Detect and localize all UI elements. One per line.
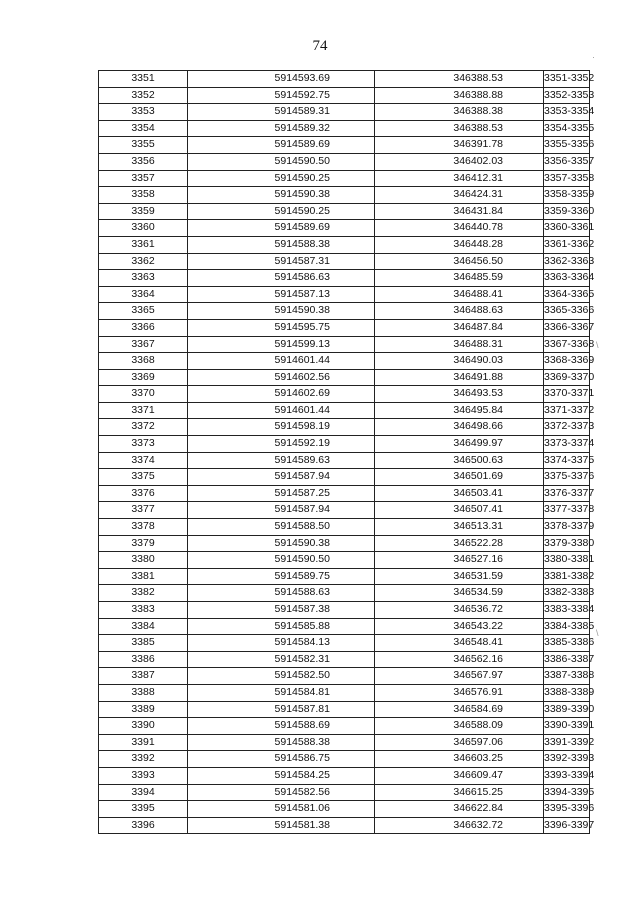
x-coordinate-cell: 5914598.19 bbox=[188, 419, 375, 436]
scan-mark: · bbox=[592, 52, 595, 62]
table-row bbox=[99, 369, 590, 386]
x-coordinate-cell: 5914587.31 bbox=[188, 253, 375, 270]
y-coordinate-cell: 346500.63 bbox=[375, 452, 544, 469]
point-number-cell: 3390 bbox=[99, 718, 188, 735]
table-row bbox=[99, 104, 590, 121]
coordinates-table-body bbox=[99, 71, 595, 834]
point-number-cell: 3392 bbox=[99, 751, 188, 768]
table-row bbox=[99, 651, 590, 668]
table-row bbox=[99, 502, 590, 519]
y-coordinate-cell: 346388.53 bbox=[375, 71, 544, 88]
point-number-cell: 3377 bbox=[99, 502, 188, 519]
table-row bbox=[99, 203, 590, 220]
table-row bbox=[99, 137, 590, 154]
x-coordinate-cell: 5914589.69 bbox=[188, 137, 375, 154]
table-row bbox=[99, 170, 590, 187]
y-coordinate-cell: 346490.03 bbox=[375, 353, 544, 370]
x-coordinate-cell: 5914589.31 bbox=[188, 104, 375, 121]
point-number-cell: 3372 bbox=[99, 419, 188, 436]
x-coordinate-cell: 5914587.94 bbox=[188, 502, 375, 519]
table-row bbox=[99, 801, 590, 818]
y-coordinate-cell: 346584.69 bbox=[375, 701, 544, 718]
x-coordinate-cell: 5914590.38 bbox=[188, 187, 375, 204]
x-coordinate-cell: 5914587.81 bbox=[188, 701, 375, 718]
y-coordinate-cell: 346609.47 bbox=[375, 767, 544, 784]
table-row bbox=[99, 684, 590, 701]
segment-cell: 3391-3392 bbox=[544, 734, 590, 751]
segment-cell: 3356-3357 bbox=[544, 153, 590, 170]
x-coordinate-cell: 5914592.75 bbox=[188, 87, 375, 104]
table-row bbox=[99, 568, 590, 585]
point-number-cell: 3352 bbox=[99, 87, 188, 104]
point-number-cell: 3388 bbox=[99, 684, 188, 701]
point-number-cell: 3354 bbox=[99, 120, 188, 137]
table-row bbox=[99, 220, 590, 237]
y-coordinate-cell: 346412.31 bbox=[375, 170, 544, 187]
segment-cell: 3374-3375 bbox=[544, 452, 590, 469]
y-coordinate-cell: 346536.72 bbox=[375, 602, 544, 619]
x-coordinate-cell: 5914590.25 bbox=[188, 203, 375, 220]
y-coordinate-cell: 346499.97 bbox=[375, 436, 544, 453]
y-coordinate-cell: 346503.41 bbox=[375, 485, 544, 502]
x-coordinate-cell: 5914602.69 bbox=[188, 386, 375, 403]
segment-cell: 3378-3379 bbox=[544, 519, 590, 536]
x-coordinate-cell: 5914599.13 bbox=[188, 336, 375, 353]
table-row bbox=[99, 718, 590, 735]
x-coordinate-cell: 5914587.38 bbox=[188, 602, 375, 619]
y-coordinate-cell: 346440.78 bbox=[375, 220, 544, 237]
point-number-cell: 3379 bbox=[99, 535, 188, 552]
y-coordinate-cell: 346527.16 bbox=[375, 552, 544, 569]
segment-cell: 3367-3368 bbox=[544, 336, 590, 353]
table-row bbox=[99, 120, 590, 137]
y-coordinate-cell: 346543.22 bbox=[375, 618, 544, 635]
x-coordinate-cell: 5914586.63 bbox=[188, 270, 375, 287]
segment-cell: 3372-3373 bbox=[544, 419, 590, 436]
point-number-cell: 3355 bbox=[99, 137, 188, 154]
y-coordinate-cell: 346501.69 bbox=[375, 469, 544, 486]
table-row bbox=[99, 635, 590, 652]
x-coordinate-cell: 5914584.25 bbox=[188, 767, 375, 784]
segment-cell: 3388-3389 bbox=[544, 684, 590, 701]
x-coordinate-cell: 5914588.50 bbox=[188, 519, 375, 536]
y-coordinate-cell: 346513.31 bbox=[375, 519, 544, 536]
segment-cell: 3368-3369 bbox=[544, 353, 590, 370]
point-number-cell: 3378 bbox=[99, 519, 188, 536]
y-coordinate-cell: 346576.91 bbox=[375, 684, 544, 701]
point-number-cell: 3363 bbox=[99, 270, 188, 287]
x-coordinate-cell: 5914588.38 bbox=[188, 236, 375, 253]
point-number-cell: 3351 bbox=[99, 71, 188, 88]
point-number-cell: 3368 bbox=[99, 353, 188, 370]
point-number-cell: 3360 bbox=[99, 220, 188, 237]
segment-cell: 3394-3395 bbox=[544, 784, 590, 801]
table-row bbox=[99, 419, 590, 436]
x-coordinate-cell: 5914587.94 bbox=[188, 469, 375, 486]
segment-cell: 3375-3376 bbox=[544, 469, 590, 486]
table-row bbox=[99, 187, 590, 204]
y-coordinate-cell: 346522.28 bbox=[375, 535, 544, 552]
table-row bbox=[99, 452, 590, 469]
point-number-cell: 3358 bbox=[99, 187, 188, 204]
y-coordinate-cell: 346562.16 bbox=[375, 651, 544, 668]
segment-cell: 3362-3363 bbox=[544, 253, 590, 270]
point-number-cell: 3376 bbox=[99, 485, 188, 502]
x-coordinate-cell: 5914592.19 bbox=[188, 436, 375, 453]
point-number-cell: 3389 bbox=[99, 701, 188, 718]
x-coordinate-cell: 5914582.56 bbox=[188, 784, 375, 801]
table-row bbox=[99, 519, 590, 536]
segment-cell: 3373-3374 bbox=[544, 436, 590, 453]
x-coordinate-cell: 5914590.50 bbox=[188, 552, 375, 569]
y-coordinate-cell: 346388.88 bbox=[375, 87, 544, 104]
table-row bbox=[99, 535, 590, 552]
y-coordinate-cell: 346597.06 bbox=[375, 734, 544, 751]
y-coordinate-cell: 346498.66 bbox=[375, 419, 544, 436]
y-coordinate-cell: 346632.72 bbox=[375, 817, 544, 834]
x-coordinate-cell: 5914593.69 bbox=[188, 71, 375, 88]
point-number-cell: 3383 bbox=[99, 602, 188, 619]
table-row bbox=[99, 87, 590, 104]
segment-cell: 3369-3370 bbox=[544, 369, 590, 386]
point-number-cell: 3370 bbox=[99, 386, 188, 403]
x-coordinate-cell: 5914582.31 bbox=[188, 651, 375, 668]
x-coordinate-cell: 5914587.13 bbox=[188, 286, 375, 303]
y-coordinate-cell: 346567.97 bbox=[375, 668, 544, 685]
point-number-cell: 3381 bbox=[99, 568, 188, 585]
x-coordinate-cell: 5914590.38 bbox=[188, 303, 375, 320]
x-coordinate-cell: 5914586.75 bbox=[188, 751, 375, 768]
y-coordinate-cell: 346493.53 bbox=[375, 386, 544, 403]
table-row bbox=[99, 436, 590, 453]
y-coordinate-cell: 346448.28 bbox=[375, 236, 544, 253]
point-number-cell: 3382 bbox=[99, 585, 188, 602]
table-row bbox=[99, 701, 590, 718]
segment-cell: 3385-3386 bbox=[544, 635, 590, 652]
y-coordinate-cell: 346603.25 bbox=[375, 751, 544, 768]
point-number-cell: 3366 bbox=[99, 319, 188, 336]
point-number-cell: 3394 bbox=[99, 784, 188, 801]
x-coordinate-cell: 5914582.50 bbox=[188, 668, 375, 685]
segment-cell: 3364-3365 bbox=[544, 286, 590, 303]
y-coordinate-cell: 346548.41 bbox=[375, 635, 544, 652]
point-number-cell: 3357 bbox=[99, 170, 188, 187]
segment-cell: 3389-3390 bbox=[544, 701, 590, 718]
table-row bbox=[99, 602, 590, 619]
y-coordinate-cell: 346402.03 bbox=[375, 153, 544, 170]
x-coordinate-cell: 5914601.44 bbox=[188, 353, 375, 370]
segment-cell: 3387-3388 bbox=[544, 668, 590, 685]
y-coordinate-cell: 346622.84 bbox=[375, 801, 544, 818]
x-coordinate-cell: 5914587.25 bbox=[188, 485, 375, 502]
segment-cell: 3383-3384 bbox=[544, 602, 590, 619]
scan-mark: \ bbox=[596, 340, 599, 350]
y-coordinate-cell: 346424.31 bbox=[375, 187, 544, 204]
segment-cell: 3357-3358 bbox=[544, 170, 590, 187]
segment-cell: 3392-3393 bbox=[544, 751, 590, 768]
segment-cell: 3371-3372 bbox=[544, 402, 590, 419]
point-number-cell: 3374 bbox=[99, 452, 188, 469]
y-coordinate-cell: 346456.50 bbox=[375, 253, 544, 270]
table-row bbox=[99, 734, 590, 751]
point-number-cell: 3384 bbox=[99, 618, 188, 635]
table-row bbox=[99, 303, 590, 320]
segment-cell: 3395-3396 bbox=[544, 801, 590, 818]
table-row bbox=[99, 71, 590, 88]
y-coordinate-cell: 346388.38 bbox=[375, 104, 544, 121]
point-number-cell: 3385 bbox=[99, 635, 188, 652]
x-coordinate-cell: 5914590.25 bbox=[188, 170, 375, 187]
table-row bbox=[99, 817, 590, 834]
x-coordinate-cell: 5914589.69 bbox=[188, 220, 375, 237]
table-row bbox=[99, 386, 590, 403]
segment-cell: 3390-3391 bbox=[544, 718, 590, 735]
y-coordinate-cell: 346487.84 bbox=[375, 319, 544, 336]
table-row bbox=[99, 402, 590, 419]
point-number-cell: 3364 bbox=[99, 286, 188, 303]
segment-cell: 3396-3397 bbox=[544, 817, 590, 834]
segment-cell: 3358-3359 bbox=[544, 187, 590, 204]
table-row bbox=[99, 236, 590, 253]
point-number-cell: 3369 bbox=[99, 369, 188, 386]
segment-cell: 3352-3353 bbox=[544, 87, 590, 104]
y-coordinate-cell: 346531.59 bbox=[375, 568, 544, 585]
table-row bbox=[99, 469, 590, 486]
point-number-cell: 3386 bbox=[99, 651, 188, 668]
y-coordinate-cell: 346534.59 bbox=[375, 585, 544, 602]
segment-cell: 3355-3356 bbox=[544, 137, 590, 154]
segment-cell: 3380-3381 bbox=[544, 552, 590, 569]
segment-cell: 3354-3355 bbox=[544, 120, 590, 137]
x-coordinate-cell: 5914590.50 bbox=[188, 153, 375, 170]
point-number-cell: 3380 bbox=[99, 552, 188, 569]
point-number-cell: 3362 bbox=[99, 253, 188, 270]
y-coordinate-cell: 346491.88 bbox=[375, 369, 544, 386]
y-coordinate-cell: 346507.41 bbox=[375, 502, 544, 519]
table-row bbox=[99, 286, 590, 303]
table-row bbox=[99, 751, 590, 768]
segment-cell: 3393-3394 bbox=[544, 767, 590, 784]
point-number-cell: 3391 bbox=[99, 734, 188, 751]
segment-cell: 3361-3362 bbox=[544, 236, 590, 253]
x-coordinate-cell: 5914585.88 bbox=[188, 618, 375, 635]
y-coordinate-cell: 346388.53 bbox=[375, 120, 544, 137]
x-coordinate-cell: 5914584.81 bbox=[188, 684, 375, 701]
segment-cell: 3365-3366 bbox=[544, 303, 590, 320]
x-coordinate-cell: 5914590.38 bbox=[188, 535, 375, 552]
y-coordinate-cell: 346488.41 bbox=[375, 286, 544, 303]
coordinates-table bbox=[98, 70, 595, 834]
table-row bbox=[99, 253, 590, 270]
y-coordinate-cell: 346488.63 bbox=[375, 303, 544, 320]
x-coordinate-cell: 5914589.75 bbox=[188, 568, 375, 585]
x-coordinate-cell: 5914589.32 bbox=[188, 120, 375, 137]
x-coordinate-cell: 5914589.63 bbox=[188, 452, 375, 469]
segment-cell: 3353-3354 bbox=[544, 104, 590, 121]
table-row bbox=[99, 270, 590, 287]
segment-cell: 3384-3385 bbox=[544, 618, 590, 635]
table-row bbox=[99, 485, 590, 502]
x-coordinate-cell: 5914601.44 bbox=[188, 402, 375, 419]
point-number-cell: 3359 bbox=[99, 203, 188, 220]
x-coordinate-cell: 5914602.56 bbox=[188, 369, 375, 386]
table-row bbox=[99, 552, 590, 569]
table-row bbox=[99, 668, 590, 685]
table-row bbox=[99, 153, 590, 170]
y-coordinate-cell: 346488.31 bbox=[375, 336, 544, 353]
segment-cell: 3366-3367 bbox=[544, 319, 590, 336]
y-coordinate-cell: 346615.25 bbox=[375, 784, 544, 801]
segment-cell: 3351-3352 bbox=[544, 71, 590, 88]
point-number-cell: 3365 bbox=[99, 303, 188, 320]
table-row bbox=[99, 585, 590, 602]
x-coordinate-cell: 5914581.06 bbox=[188, 801, 375, 818]
point-number-cell: 3393 bbox=[99, 767, 188, 784]
x-coordinate-cell: 5914588.38 bbox=[188, 734, 375, 751]
y-coordinate-cell: 346431.84 bbox=[375, 203, 544, 220]
point-number-cell: 3395 bbox=[99, 801, 188, 818]
segment-cell: 3381-3382 bbox=[544, 568, 590, 585]
segment-cell: 3359-3360 bbox=[544, 203, 590, 220]
segment-cell: 3370-3371 bbox=[544, 386, 590, 403]
segment-cell: 3386-3387 bbox=[544, 651, 590, 668]
table-row bbox=[99, 353, 590, 370]
point-number-cell: 3367 bbox=[99, 336, 188, 353]
point-number-cell: 3375 bbox=[99, 469, 188, 486]
segment-cell: 3363-3364 bbox=[544, 270, 590, 287]
table-row bbox=[99, 618, 590, 635]
scan-mark: \ bbox=[596, 628, 599, 638]
point-number-cell: 3373 bbox=[99, 436, 188, 453]
table-row bbox=[99, 319, 590, 336]
page-number: 74 bbox=[312, 38, 328, 54]
segment-cell: 3379-3380 bbox=[544, 535, 590, 552]
x-coordinate-cell: 5914588.63 bbox=[188, 585, 375, 602]
y-coordinate-cell: 346391.78 bbox=[375, 137, 544, 154]
table-row bbox=[99, 784, 590, 801]
point-number-cell: 3361 bbox=[99, 236, 188, 253]
x-coordinate-cell: 5914581.38 bbox=[188, 817, 375, 834]
point-number-cell: 3396 bbox=[99, 817, 188, 834]
y-coordinate-cell: 346495.84 bbox=[375, 402, 544, 419]
y-coordinate-cell: 346588.09 bbox=[375, 718, 544, 735]
segment-cell: 3376-3377 bbox=[544, 485, 590, 502]
point-number-cell: 3356 bbox=[99, 153, 188, 170]
point-number-cell: 3387 bbox=[99, 668, 188, 685]
point-number-cell: 3371 bbox=[99, 402, 188, 419]
table-row bbox=[99, 767, 590, 784]
y-coordinate-cell: 346485.59 bbox=[375, 270, 544, 287]
x-coordinate-cell: 5914588.69 bbox=[188, 718, 375, 735]
table-row bbox=[99, 336, 590, 353]
segment-cell: 3382-3383 bbox=[544, 585, 590, 602]
segment-cell: 3360-3361 bbox=[544, 220, 590, 237]
x-coordinate-cell: 5914595.75 bbox=[188, 319, 375, 336]
point-number-cell: 3353 bbox=[99, 104, 188, 121]
x-coordinate-cell: 5914584.13 bbox=[188, 635, 375, 652]
segment-cell: 3377-3378 bbox=[544, 502, 590, 519]
